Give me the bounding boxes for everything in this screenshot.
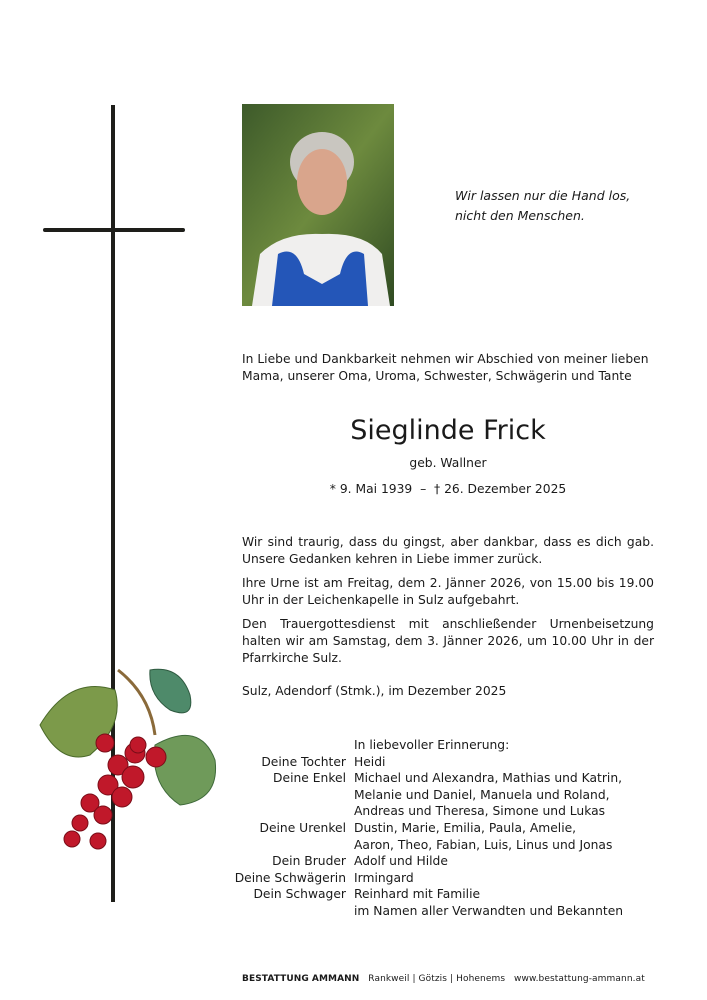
- intro-text: In Liebe und Dankbarkeit nehmen wir Abschied von meiner lieben Mama, unserer Oma, Uroma, Schwester, Schwägerin und Tante: [242, 352, 649, 383]
- family-row: Aaron, Theo, Fabian, Luis, Linus und Jonas: [354, 837, 613, 852]
- family-row: Andreas und Theresa, Simone und Lukas: [354, 804, 606, 819]
- family-row: Deine Schwägerin Irmingard: [234, 870, 414, 885]
- cross-horizontal-bar: [43, 228, 185, 232]
- family-row: Dein Bruder Adolf und Hilde: [272, 854, 448, 869]
- paragraph: Ihre Urne ist am Freitag, dem 2. Jänner 2026, von 15.00 bis 19.00 Uhr in der Leichenkapelle in Sulz aufgebahrt.: [242, 576, 654, 607]
- family-row: Deine Tochter Heidi: [261, 754, 386, 769]
- footer: [242, 974, 645, 984]
- quote-line: nicht den Menschen.: [455, 208, 585, 223]
- currant-branch-illustration: [30, 665, 225, 865]
- family-row: In liebevoller Erinnerung:: [354, 738, 510, 752]
- paragraph: Wir sind traurig, dass du gingst, aber dankbar, dass es dich gab. Unsere Gedanken kehren in Liebe immer zurück.: [242, 535, 654, 566]
- paragraph: Den Trauergottesdienst mit anschließender Urnenbeisetzung halten wir am Samstag, dem 3. Jänner 2026, um 10.00 Uhr in der Pfarrkirche Sulz.: [242, 617, 654, 665]
- family-list: [180, 737, 623, 920]
- company-locations: Rankweil | Götzis | Hohenems: [368, 974, 506, 984]
- quote-line: Wir lassen nur die Hand los,: [455, 188, 631, 203]
- family-row: Deine Urenkel Dustin, Marie, Emilia, Paula, Amelie,: [259, 820, 577, 835]
- place-date: Sulz, Adendorf (Stmk.), im Dezember 2025: [242, 684, 507, 698]
- quote: [455, 186, 630, 226]
- family-row: Dein Schwager Reinhard mit Familie: [253, 887, 481, 902]
- company-name: BESTATTUNG: [242, 974, 309, 984]
- family-row: Melanie und Daniel, Manuela und Roland,: [354, 787, 610, 802]
- portrait-photo: [242, 104, 394, 306]
- company-website[interactable]: www.bestattung-ammann.at: [514, 974, 645, 984]
- company-name-bold: AMMANN: [311, 974, 360, 984]
- maiden-name: geb. Wallner: [409, 456, 487, 470]
- life-dates: * 9. Mai 1939 – † 26. Dezember 2025: [329, 482, 567, 496]
- family-row: im Namen aller Verwandten und Bekannten: [354, 903, 624, 918]
- family-row: Deine Enkel Michael und Alexandra, Mathias und Katrin,: [273, 771, 623, 786]
- deceased-name: Sieglinde Frick: [350, 415, 546, 446]
